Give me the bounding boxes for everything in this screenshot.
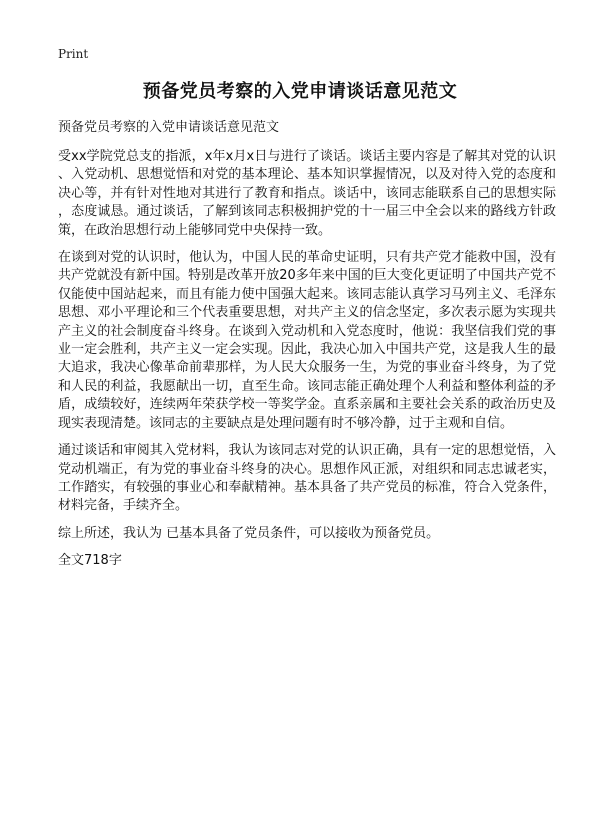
paragraph-4: 综上所述，我认为 已基本具备了党员条件，可以接收为预备党员。: [58, 525, 440, 541]
print-link[interactable]: Print: [58, 47, 89, 61]
document-subtitle: 预备党员考察的入党申请谈话意见范文: [58, 120, 280, 135]
paragraph-3: 通过谈话和审阅其入党材料，我认为该同志对党的认识正确，具有一定的思想觉悟，入党动机端正，有为党的事业奋斗终身的决心。思想作风正派，对组织和同志忠诚老实，工作踏实，有较强的事业心和奉献精神。基本具备了共产党员的标准，符合入党条件，材料完备，手续齐全。: [58, 443, 556, 514]
word-count: 全文718字: [58, 553, 122, 569]
page-title: 预备党员考察的入党申请谈话意见范文: [142, 81, 458, 102]
article-body: [58, 148, 556, 580]
paragraph-2: 在谈到对党的认识时，他认为，中国人民的革命史证明，只有共产党才能救中国，没有共产党就没有新中国。特别是改革开放20多年来中国的巨大变化更证明了中国共产党不仅能使中国站起来，而且有能力使中国强大起来。该同志能认真学习马列主义、毛泽东思想、邓小平理论和三个代表重要思想，对共产主义的信念坚定，多次表示愿为实现共产主义的社会制度奋斗终身。在谈到入党动机和入党态度时，他说：我坚信我们党的事业一定会胜利，共产主义一定会实现。因此，我决心加入中国共产党，这是我人生的最大追求，我决心像革命前辈那样，为人民大众服务一生，为党的事业奋斗终身，为了党和人民的利益，我愿献出一切，直至生命。该同志能正确处理个人利益和整体利益的矛盾，成绩较好，连续两年荣获学校一等奖学金。直系亲属和主要社会关系的政治历史及现实表现清楚。该同志的主要缺点是处理问题有时不够冷静，过于主观和自信。: [58, 250, 556, 431]
paragraph-1: 受xx学院党总支的指派，x年x月x日与进行了谈话。谈话主要内容是了解其对党的认识、入党动机、思想觉悟和对党的基本理论、基本知识掌握情况，以及对待入党的态度和决心等，并有针对性地对其进行了教育和指点。谈话中，该同志能联系自己的思想实际，态度诚恳。通过谈话，了解到该同志积极拥护党的十一届三中全会以来的路线方针政策，在政治思想行动上能够同党中央保持一致。: [58, 149, 556, 238]
